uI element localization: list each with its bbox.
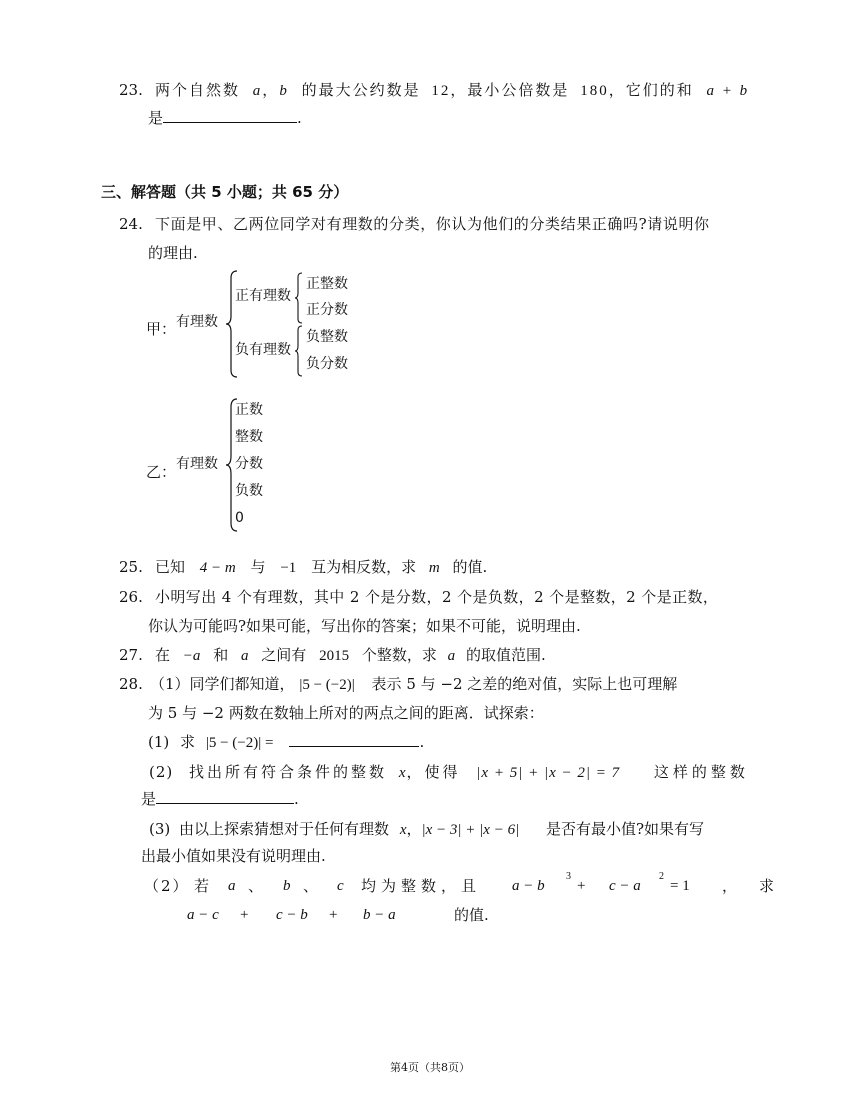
jia-neg-item-2: 负分数: [306, 356, 348, 372]
q28-part2-plus2: +: [329, 907, 338, 923]
section-3-title: 三、解答题（共 5 小题；共 65 分）: [101, 183, 349, 201]
q28-sub2-text: 找出所有符合条件的整数: [189, 763, 388, 781]
q28-part2-eq: = 1: [670, 878, 690, 894]
q28-sub3-text: 由以上探索猜想对于任何有理数: [179, 820, 390, 838]
q23-text-a: 两个自然数: [155, 81, 241, 99]
q23-text-b: 的最大公约数是: [301, 81, 421, 99]
q24-line2: 的理由.: [148, 244, 198, 262]
q28-part2-f2: c − b: [276, 907, 308, 923]
page-footer: 第4页（共8页）: [390, 1061, 470, 1074]
q28-part2-b: b: [283, 878, 291, 894]
q28-part2-expr1: a − b: [512, 878, 545, 894]
q28-sub2: [149, 762, 749, 783]
q28-number: 28.: [119, 675, 143, 693]
q28-sub1-end: .: [419, 733, 425, 751]
q28-part2-text: 若: [194, 877, 214, 895]
yi-item-5: 0: [235, 510, 244, 526]
jia-label: 甲：: [146, 320, 177, 338]
q27-text-4: 个整数，求: [361, 646, 437, 664]
q28-sub3-line2: 出最小值如果没有说明理由.: [141, 847, 326, 865]
q28-part2-exp3: 3: [566, 871, 571, 882]
yi-item-2: 整数: [235, 429, 263, 445]
q28-part2-sep2: 、: [303, 877, 319, 895]
q26-line2: 你认为可能吗?如果可能，写出你的答案；如果不可能，说明理由.: [148, 617, 581, 635]
q28-line1-rest: 表示 5 与 −2 之差的绝对值，实际上也可理解: [371, 675, 678, 693]
q27-text-2: 和: [213, 646, 229, 664]
q28-part2-ask: ，求: [722, 877, 797, 895]
q23-number: 23.: [119, 81, 143, 99]
q27-text-3: 之间有: [261, 646, 307, 664]
q28-sub2-x: x: [398, 765, 407, 781]
q28-line1: [150, 674, 677, 695]
q28-part2-label: （2）: [144, 877, 190, 895]
q23-text-shi: 是: [148, 109, 164, 127]
q27-count: 2015: [319, 648, 350, 664]
yi-root: 有理数: [176, 456, 218, 472]
q28-sub3-x: x: [399, 822, 407, 838]
q26-line1: 小明写出 4 个有理数，其中 2 个是分数，2 个是负数，2 个是整数，2 个是正数，: [155, 588, 719, 606]
q28-part2-end: 的值.: [454, 906, 489, 924]
q28-sub2-text3: 这样的整数: [653, 763, 749, 781]
q26-number: 26.: [119, 588, 143, 606]
q25-text-4: 的值.: [452, 558, 488, 576]
yi-item-1: 正数: [235, 402, 263, 418]
q25-var-m: m: [428, 560, 440, 576]
jia-negative: 负有理数: [235, 342, 291, 358]
q28-sub3-text2: 是否有最小值?如果有写: [545, 820, 705, 838]
q27-neg-a: −a: [182, 648, 201, 664]
q25-text-1: 已知: [155, 558, 186, 576]
q27-var-a2: a: [447, 648, 456, 664]
jia-positive-brace: [295, 272, 303, 324]
q25-text-3: 互为相反数，求: [311, 558, 417, 576]
q28-line1-text: 同学们都知道，: [189, 675, 295, 693]
q28-part2-exp2: 2: [659, 871, 664, 882]
q28-sub3-comma: ，: [406, 820, 422, 838]
q27-text-1: 在: [155, 646, 171, 664]
q28-sub2-line2: [141, 789, 299, 809]
q28-sub3-label: (3): [149, 820, 171, 838]
q25-line: [155, 557, 487, 578]
q23-line2: [148, 108, 302, 128]
q25-number: 25.: [119, 558, 143, 576]
q25-expr-2: −1: [280, 560, 297, 576]
q28-part2-sep1: 、: [248, 877, 264, 895]
q28-part2-f1: a − c: [187, 907, 219, 923]
yi-item-3: 分数: [235, 456, 263, 472]
q23-lcm: 180: [580, 83, 609, 99]
q28-sub1-blank[interactable]: [289, 732, 419, 747]
q23-text-d: ，它们的和: [608, 81, 694, 99]
q25-expr-1: 4 − m: [199, 560, 236, 576]
yi-label: 乙：: [146, 463, 177, 481]
q28-part2-plus1: +: [240, 907, 249, 923]
q28-sub1: [148, 732, 424, 753]
q27-number: 27.: [119, 646, 143, 664]
jia-neg-item-1: 负整数: [306, 329, 348, 345]
q23-gcd: 12: [431, 83, 451, 99]
jia-negative-brace: [295, 325, 303, 377]
q23-sum: a + b: [706, 83, 750, 99]
q24-number: 24.: [119, 215, 143, 233]
q23-line1: [155, 80, 749, 101]
q23-var-b: b: [279, 83, 289, 99]
q28-part2-a: a: [228, 878, 236, 894]
q28-sub1-text: 求: [180, 733, 196, 751]
q28-part2-plus: +: [577, 878, 586, 894]
jia-pos-item-2: 正分数: [306, 302, 348, 318]
q28-part1-label: （1）: [150, 675, 190, 693]
q23-comma: ，: [262, 81, 280, 99]
q23-end: .: [297, 109, 302, 127]
jia-pos-item-1: 正整数: [306, 276, 348, 292]
q28-part2-f3: b − a: [363, 907, 396, 923]
q27-text-5: 的取值范围.: [465, 646, 546, 664]
q28-sub1-label: (1): [148, 733, 170, 751]
q28-sub3-expr: |x − 3| + |x − 6|: [421, 822, 520, 838]
q23-answer-blank[interactable]: [163, 108, 297, 123]
q23-text-c: ，最小公倍数是: [450, 81, 570, 99]
q28-sub2-blank[interactable]: [156, 789, 294, 804]
q27-var-a: a: [241, 648, 249, 664]
q28-sub2-expr: |x + 5| + |x − 2| = 7: [476, 765, 621, 781]
q27-line: [155, 645, 546, 666]
q25-text-2: 与: [250, 558, 266, 576]
jia-positive: 正有理数: [235, 288, 291, 304]
q28-line2: 为 5 与 −2 两数在数轴上所对的两点之间的距离．试探索：: [148, 704, 544, 722]
q24-line1: 下面是甲、乙两位同学对有理数的分类，你认为他们的分类结果正确吗?请说明你: [155, 215, 710, 233]
q28-part2-c: c: [337, 878, 344, 894]
q28-sub2-shi: 是: [141, 790, 157, 808]
q28-sub3: [149, 819, 704, 840]
q28-part2-text2: 均为整数，且: [361, 877, 482, 895]
jia-root: 有理数: [176, 314, 218, 330]
q28-abs-expr: |5 − (−2)|: [299, 677, 355, 693]
yi-item-4: 负数: [235, 483, 263, 499]
q23-var-a: a: [252, 83, 263, 99]
q28-sub2-text2: ，使得: [406, 763, 461, 781]
q28-sub2-end: .: [294, 790, 299, 808]
q28-sub2-label: (2): [149, 763, 174, 781]
q28-part2-expr2: c − a: [609, 878, 641, 894]
q28-sub1-expr: |5 − (−2)| =: [205, 735, 274, 751]
